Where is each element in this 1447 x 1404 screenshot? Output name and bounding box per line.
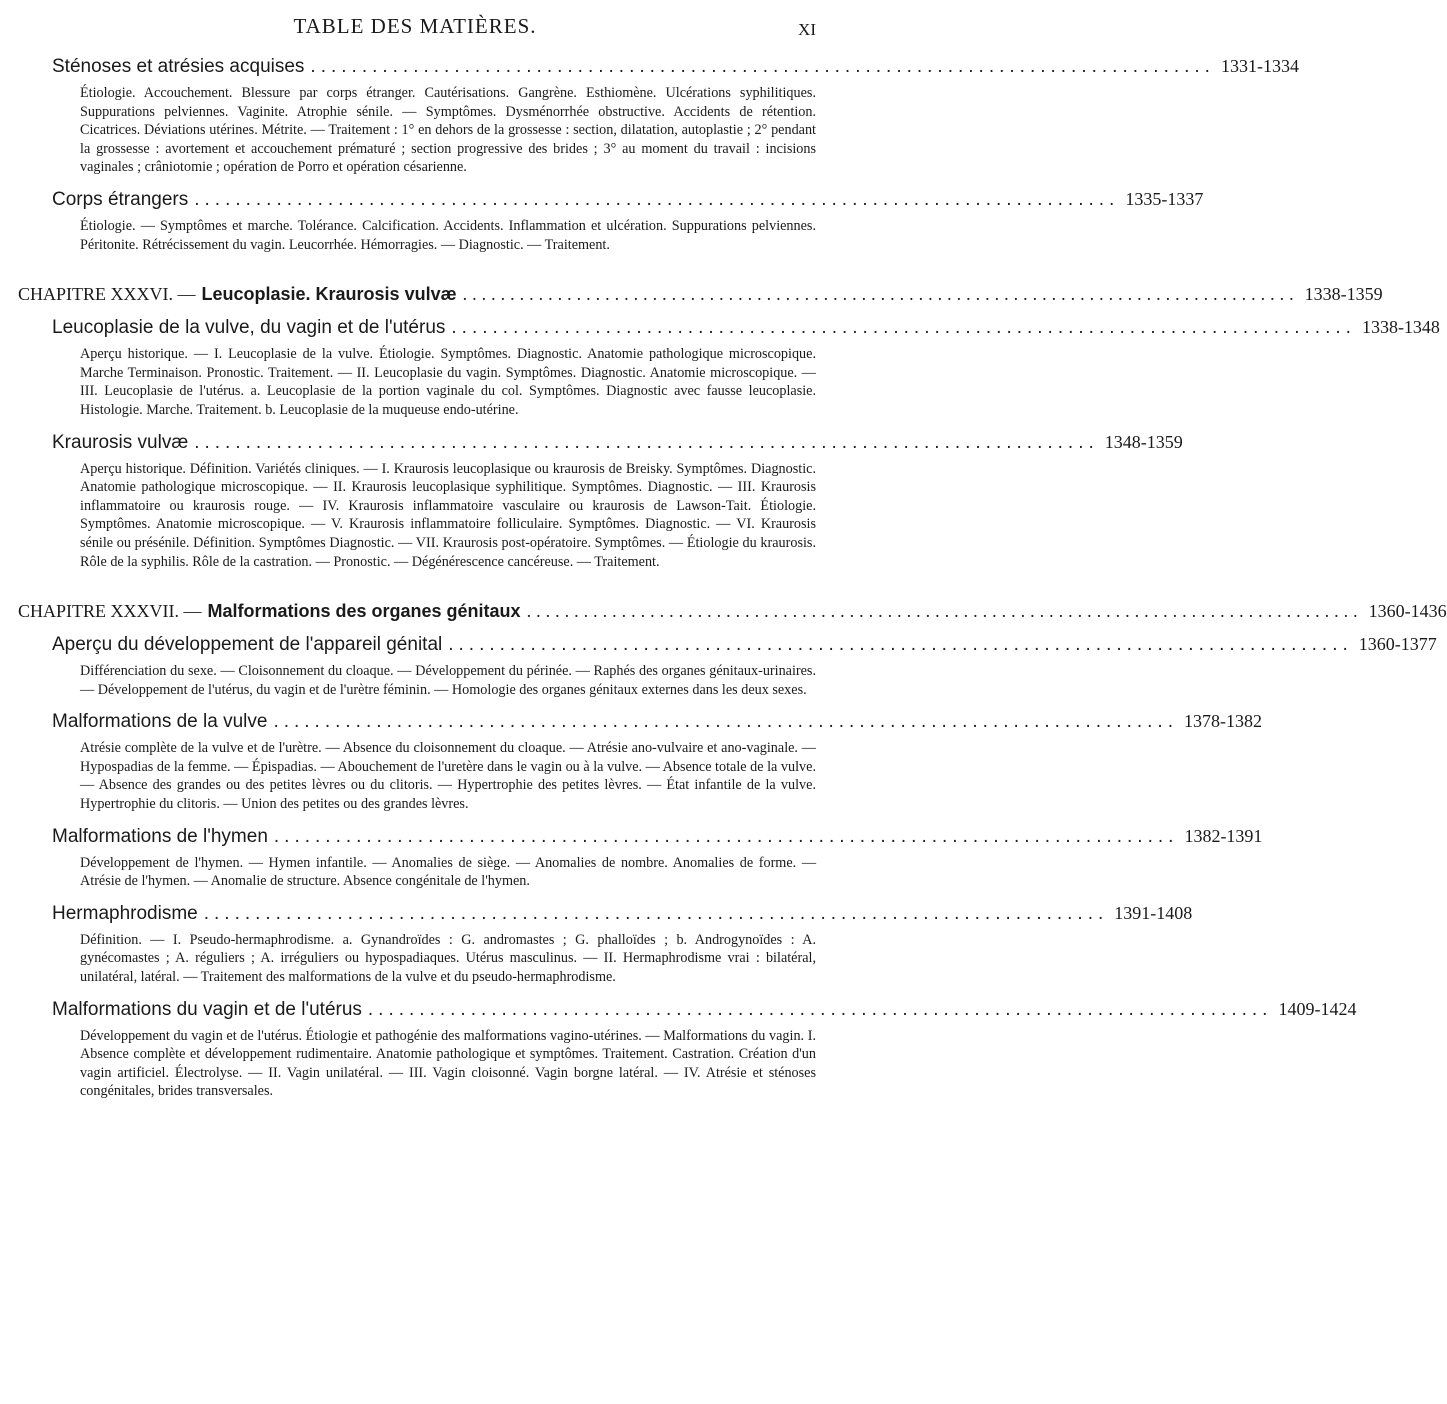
page-range: 1338-1359 — [1304, 284, 1383, 305]
toc-section — [18, 317, 1440, 419]
page-number: XI — [798, 20, 816, 39]
toc-section — [18, 431, 1183, 572]
dot-leader: ........................................................................................ — [367, 998, 1273, 1020]
page-range: 1348-1359 — [1104, 431, 1183, 452]
page-range: 1335-1337 — [1125, 188, 1204, 209]
section-description: Définition. — I. Pseudo-hermaphrodisme. a. Gynandroïdes : G. andromastes ; G. phalloïdes ; b. Androgynoïdes : A. gynécomastes ; A. réguliers ; A. irréguliers ou hypospadiaques. Utérus masculinus. — II. Hermaphrodisme vrai : bilatéral, unilatéral, latéral. — Traitement des malformations de la vulve et du pseudo-hermaphrodisme. — [80, 931, 816, 986]
dot-leader: ........................................................................................ — [310, 56, 1215, 77]
chapter-title: Leucoplasie. Kraurosis vulvæ — [201, 284, 457, 305]
section-title: Leucoplasie de la vulve, du vagin et de l'utérus — [52, 317, 446, 339]
dot-leader: ........................................................................................ — [526, 601, 1363, 622]
dot-leader: ........................................................................................ — [194, 431, 1099, 453]
dot-leader: ........................................................................................ — [273, 825, 1179, 847]
section-description: Aperçu historique. Définition. Variétés cliniques. — I. Kraurosis leucoplasique ou kraurosis de Breisky. Symptômes. Diagnostic. Anatomie pathologique microscopique. — II. Kraurosis leucoplasique syphilitique. Symptômes. Diagnostic. — III. Kraurosis inflammatoire ou kraurosis rouge. — IV. Kraurosis inflammatoire vasculaire ou kraurosis de Lawson-Tait. Étiologie. Symptômes. Anatomie microscopique. — V. Kraurosis inflammatoire folliculaire. Symptômes. Diagnostic. — VI. Kraurosis sénile ou présénile. Définition. Symptômes Diagnostic. — VII. Kraurosis post-opératoire. Symptômes. — Étiologie du kraurosis. Rôle de la syphilis. Rôle de la castration. — Pronostic. — Dégénérescence cancéreuse. — Traitement. — [80, 460, 816, 570]
section-description: Atrésie complète de la vulve et de l'urètre. — Absence du cloisonnement du cloaque. — Atrésie ano-vulvaire et ano-vaginale. — Hypospadias de la femme. — Épispadias. — Abouchement de l'uretère dans le vagin ou à la vulve. — Absence totale de la vulve. — Absence des grandes ou des petites lèvres ou du clitoris. — Hypertrophie des petites lèvres. — État infantile de la vulve. Hypertrophie du clitoris. — Union des petites ou des grandes lèvres. — [80, 740, 816, 813]
page-range: 1331-1334 — [1220, 56, 1299, 76]
toc-entry[interactable] — [52, 56, 1299, 78]
section-title: Corps étrangers — [52, 188, 189, 210]
section-title: Aperçu du développement de l'appareil génital — [52, 634, 443, 656]
toc-section — [18, 825, 1263, 891]
toc-entry[interactable] — [52, 711, 1262, 733]
section-title: Malformations du vagin et de l'utérus — [52, 998, 362, 1020]
dot-leader: ........................................................................................ — [273, 711, 1178, 733]
toc-entry[interactable] — [52, 431, 1183, 454]
toc-section — [18, 902, 1193, 987]
section-description: Étiologie. Accouchement. Blessure par corps étranger. Cautérisations. Gangrène. Esthiomène. Ulcérations syphilitiques. Suppurations pelviennes. Vaginite. Atrophie sénile. — Symptômes. Dysménorrhée obstructive. Accidents de rétention. Cicatrices. Déviations utérines. Métrite. — Traitement : 1° en dehors de la grossesse : section, dilatation, autoplastie ; 2° pendant la grossesse : avortement et accouchement prématuré ; section progressive des brides ; 3° au moment du travail : incisions vaginales ; crâniotomie ; opération de Porro et opération césarienne. — [80, 85, 816, 176]
toc-section — [18, 188, 1204, 254]
toc-section — [18, 634, 1437, 699]
page-header — [0, 0, 830, 44]
page-range: 1382-1391 — [1184, 825, 1263, 846]
chapter-entry[interactable] — [18, 284, 1383, 305]
toc-entry[interactable] — [52, 188, 1204, 211]
section-description: Différenciation du sexe. — Cloisonnement du cloaque. — Développement du périnée. — Raphés des organes génitaux-urinaires. — Développement de l'utérus, du vagin et de l'urètre féminin. — Homologie des organes génitaux externes dans les deux sexes. — [80, 663, 816, 698]
section-description: Développement du vagin et de l'utérus. Étiologie et pathogénie des malformations vagino-utérines. — Malformations du vagin. I. Absence complète et développement rudimentaire. Anatomie pathologique et symptômes. Traitement. Castration. Création d'un vagin artificiel. Électrolyse. — II. Vagin unilatéral. — III. Vagin cloisonné. Vagin borgne latéral. — IV. Atrésie et sténoses congénitales, brides transversales. — [80, 1027, 816, 1100]
page-range: 1360-1436 — [1368, 601, 1447, 622]
toc-section — [18, 711, 1262, 813]
chapter-entry[interactable] — [18, 601, 1447, 622]
dot-leader: .......................................................................................... — [194, 188, 1120, 210]
chapter-number: CHAPITRE XXXVI. — — [18, 284, 196, 305]
toc-entry[interactable] — [52, 998, 1357, 1021]
page-range: 1409-1424 — [1278, 998, 1357, 1019]
section-title: Malformations de la vulve — [52, 711, 268, 733]
toc-section — [18, 998, 1357, 1101]
page-range: 1360-1377 — [1358, 634, 1437, 655]
chapter-number: CHAPITRE XXXVII. — — [18, 601, 202, 622]
dot-leader: ........................................................................................ — [462, 284, 1299, 305]
toc-entry[interactable] — [52, 634, 1437, 656]
toc-chapter — [18, 601, 1447, 622]
page-range: 1378-1382 — [1183, 711, 1262, 732]
dot-leader: ........................................................................................ — [448, 634, 1353, 656]
section-description: Développement de l'hymen. — Hymen infantile. — Anomalies de siège. — Anomalies de nombre. Anomalies de forme. — Atrésie de l'hymen. — Anomalie de structure. Absence congénitale de l'hymen. — [80, 854, 816, 890]
section-title: Sténoses et atrésies acquises — [52, 56, 305, 77]
section-title: Kraurosis vulvæ — [52, 431, 189, 453]
dot-leader: ........................................................................................ — [451, 317, 1356, 339]
toc-section — [18, 56, 1299, 177]
section-description: Aperçu historique. — I. Leucoplasie de la vulve. Étiologie. Symptômes. Diagnostic. Anatomie pathologique microscopique. Marche Terminaison. Pronostic. Traitement. — II. Leucoplasie du vagin. Symptômes. Diagnostic. Anatomie microscopique. — III. Leucoplasie de l'utérus. a. Leucoplasie de la portion vaginale du col. Symptômes. Diagnostic avec fausse leucoplasie. Histologie. Marche. Traitement. b. Leucoplasie de la muqueuse endo-utérine. — [80, 346, 816, 418]
table-of-contents — [0, 56, 1447, 1101]
page-range: 1391-1408 — [1114, 902, 1193, 923]
section-description: Étiologie. — Symptômes et marche. Tolérance. Calcification. Accidents. Inflammation et ulcération. Suppurations pelviennes. Péritonite. Rétrécissement du vagin. Leucorrhée. Hémorragies. — Diagnostic. — Traitement. — [80, 217, 816, 253]
toc-entry[interactable] — [52, 825, 1263, 848]
toc-chapter — [18, 284, 1383, 305]
toc-entry[interactable] — [52, 317, 1440, 339]
chapter-title: Malformations des organes génitaux — [207, 601, 521, 622]
section-title: Malformations de l'hymen — [52, 825, 268, 847]
toc-entry[interactable] — [52, 902, 1193, 925]
page-title: TABLE DES MATIÈRES. — [293, 14, 537, 38]
page-range: 1338-1348 — [1361, 317, 1440, 338]
section-title: Hermaphrodisme — [52, 902, 198, 924]
dot-leader: ........................................................................................ — [203, 902, 1109, 924]
